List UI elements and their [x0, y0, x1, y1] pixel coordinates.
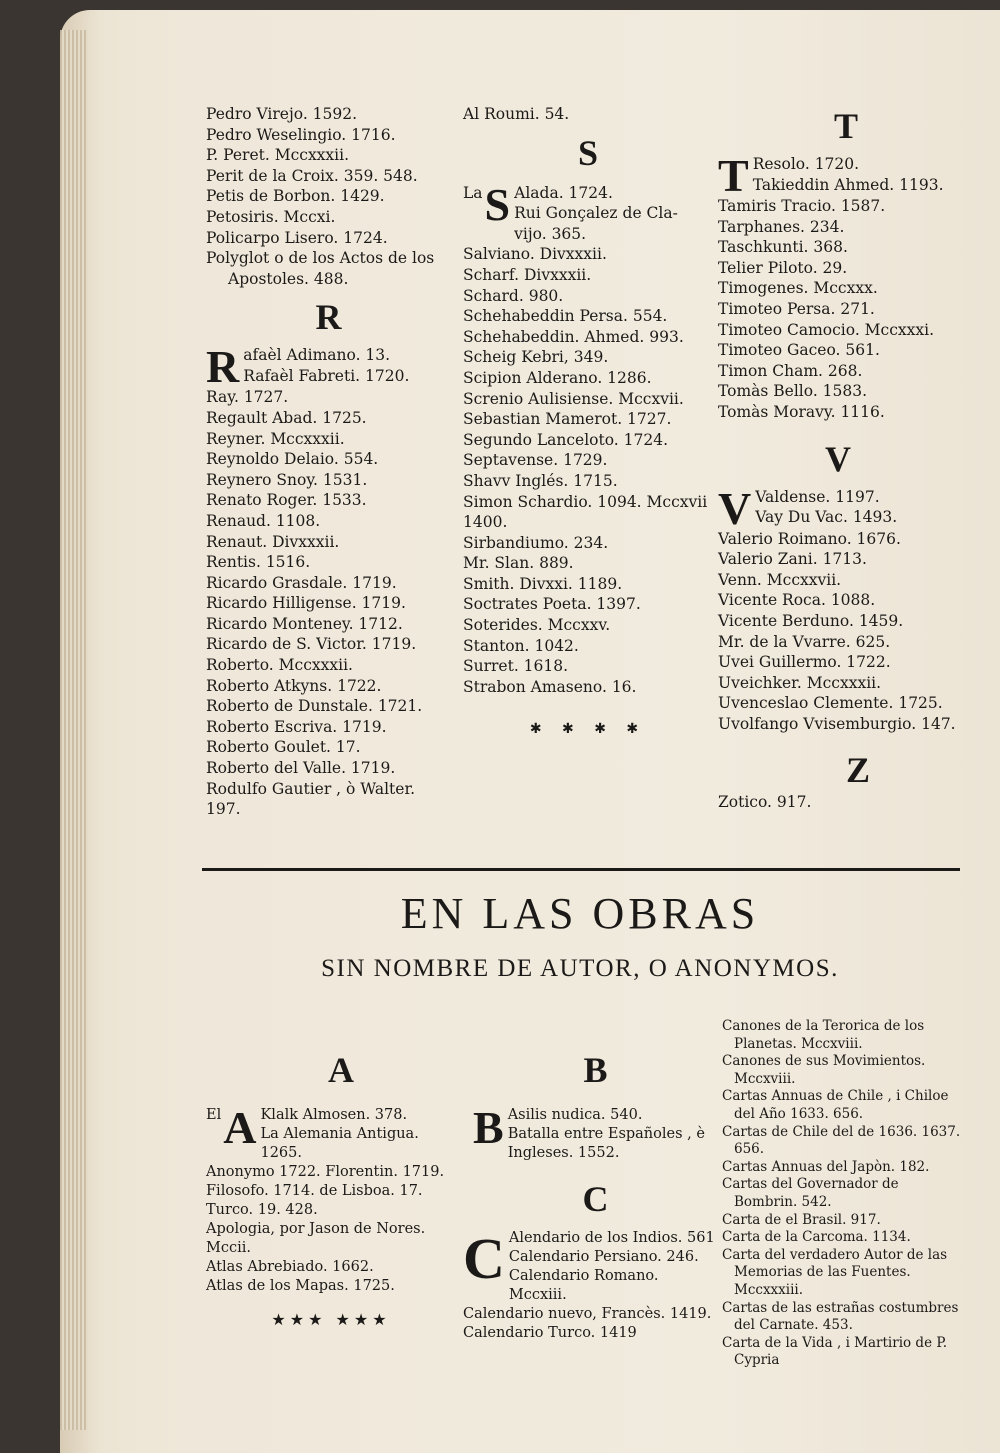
index-entry: Filosofo. 1714. de Lisboa. 17. — [206, 1183, 423, 1199]
index-entry: Segundo Lanceloto. 1724. — [463, 430, 669, 449]
index-entry: Ray. 1727. — [206, 388, 289, 407]
index-entry: La Alemania Antigua. — [260, 1126, 419, 1142]
index-entry: Carta de la Vida , i Martirio de P. Cypria — [722, 1334, 947, 1369]
index-entry: P. Peret. Mccxxxii. — [206, 146, 350, 165]
index-entry: Reynero Snoy. 1531. — [206, 470, 368, 489]
drop-block-v — [718, 487, 958, 529]
index-entry: Carta del verdadero Autor de las Memorias de las Fuentes. Mccxxxiii. — [722, 1246, 948, 1298]
drop-block-s — [463, 183, 713, 245]
letter-heading-c: C — [582, 1179, 609, 1219]
index-entry: Calendario Romano. — [508, 1268, 659, 1284]
ornament-stars: ★★★ ★★★ — [271, 1310, 391, 1329]
letter-heading-t: T — [833, 106, 858, 146]
index-entry: Valdense. 1197. — [755, 487, 880, 506]
index-entry: Calendario nuevo, Francès. 1419. — [463, 1306, 712, 1322]
index-entry: Perit de la Croix. 359. 548. — [206, 166, 418, 185]
index-entry: Taschkunti. 368. — [718, 238, 848, 257]
index-entry: Uveichker. Mccxxxii. — [718, 673, 882, 692]
index-entry: Pedro Weselingio. 1716. — [206, 125, 396, 144]
index-entry: Stanton. 1042. — [463, 636, 579, 655]
index-entry: Roberto de Dunstale. 1721. — [206, 697, 423, 716]
drop-prefix: La — [463, 183, 483, 202]
index-entry: Petosiris. Mccxi. — [206, 207, 336, 226]
drop-block-b — [463, 1106, 718, 1163]
index-entry: Atlas Abrebiado. 1662. — [206, 1259, 374, 1275]
index-entry: Vicente Berduno. 1459. — [718, 611, 904, 630]
index-entry: Soterides. Mccxxv. — [463, 616, 611, 635]
index-entry: Uvolfango Vvisemburgio. 147. — [718, 714, 956, 733]
index-entry: Surret. 1618. — [463, 657, 569, 676]
index-entry: 1400. — [463, 513, 508, 532]
index-entry: Petis de Borbon. 1429. — [206, 187, 385, 206]
drop-block-c — [463, 1229, 718, 1305]
index-entry: Sirbandiumo. 234. — [463, 533, 609, 552]
index-entry: Mr. de la Vvarre. 625. — [718, 632, 891, 651]
section-title: EN LAS OBRAS — [400, 889, 760, 938]
index-entry: Alada. 1724. — [514, 183, 613, 202]
index-entry: Regault Abad. 1725. — [206, 408, 367, 427]
index-entry: Venn. Mccxxvii. — [718, 570, 842, 589]
index-entry: Pedro Virejo. 1592. — [206, 105, 358, 123]
index-list-t — [718, 196, 958, 423]
index-entry: Timoteo Camocio. Mccxxxi. — [718, 320, 935, 339]
index-entry: Polyglot o de los Actos de los — [206, 249, 435, 268]
drop-cap-t: T — [718, 154, 749, 196]
index-entry: Policarpo Lisero. 1724. — [206, 228, 388, 247]
index-entry: Timogenes. Mccxxx. — [718, 279, 878, 298]
index-entry: Cartas del Governador de Bombrin. 542. — [722, 1176, 899, 1210]
index-entry: Timon Cham. 268. — [718, 361, 863, 380]
section-rule — [202, 868, 960, 871]
column-1 — [206, 104, 451, 820]
ornament-asterisks: ✱ ✱ ✱ ✱ — [529, 721, 647, 738]
index-entry: Roberto Goulet. 17. — [206, 738, 361, 757]
index-entry: Uvenceslao Clemente. 1725. — [718, 694, 943, 713]
drop-cap-r: R — [206, 345, 240, 388]
index-entry: Sebastian Mamerot. 1727. — [463, 410, 672, 429]
index-entry: Zotico. 917. — [718, 793, 812, 812]
index-entry: 197. — [206, 800, 241, 819]
index-entry: Apostoles. 488. — [228, 269, 349, 288]
letter-heading-s: S — [577, 132, 599, 173]
index-entry: vijo. 365. — [514, 224, 587, 243]
drop-cap-c: C — [463, 1229, 505, 1291]
index-entry: Reynoldo Delaio. 554. — [206, 450, 379, 469]
index-entry: Strabon Amaseno. 16. — [463, 677, 637, 696]
index-entry: Tarphanes. 234. — [718, 217, 845, 236]
letter-heading-r: R — [315, 297, 342, 338]
index-entry: Renaut. Divxxxii. — [206, 532, 340, 551]
index-entry: Roberto. Mccxxxii. — [206, 656, 353, 675]
index-entry: Turco. 19. 428. — [206, 1202, 318, 1218]
index-entry: Cartas Annuas de Chile , i Chiloe del Año 1633. 656. — [722, 1088, 949, 1122]
index-entry: Asilis nudica. 540. — [507, 1107, 643, 1123]
column-2 — [463, 104, 713, 740]
index-entry: Atlas de los Mapas. 1725. — [206, 1278, 395, 1294]
index-entry: Vicente Roca. 1088. — [718, 591, 876, 610]
index-entry: Schard. 980. — [463, 286, 564, 305]
index-entry: Valerio Zani. 1713. — [718, 550, 867, 569]
index-entry: Takieddin Ahmed. 1193. — [752, 175, 944, 194]
index-entry: Shavv Inglés. 1715. — [463, 471, 618, 490]
index-entry: Rui Gonçalez de Cla- — [514, 204, 678, 223]
index-entry: Timoteo Gaceo. 561. — [718, 341, 880, 360]
index-entry: Valerio Roimano. 1676. — [718, 529, 901, 548]
index-list-a — [206, 1163, 456, 1296]
index-entry: Schehabeddin. Ahmed. 993. — [463, 327, 684, 346]
index-entry: Tamiris Tracio. 1587. — [718, 197, 886, 215]
index-entry: Carta de la Carcoma. 1134. — [722, 1229, 911, 1246]
index-entry: Batalla entre Españoles , è — [507, 1126, 705, 1142]
letter-heading-b: B — [583, 1050, 608, 1090]
index-entry: Cartas de Chile del de 1636. 1637. 656. — [722, 1123, 961, 1158]
index-entry: afaèl Adimano. 13. — [243, 346, 391, 365]
index-entry: Reyner. Mccxxxii. — [206, 429, 345, 448]
index-entry: Scheig Kebri, 349. — [463, 348, 609, 367]
index-entry: Carta de el Brasil. 917. — [722, 1211, 881, 1228]
index-entry: 1265. — [260, 1145, 302, 1161]
letter-heading-z: Z — [845, 750, 870, 791]
index-entry: Smith. Divxxi. 1189. — [463, 574, 623, 593]
index-entry: Mccii. — [206, 1240, 251, 1256]
index-entry: Uvei Guillermo. 1722. — [718, 653, 891, 672]
index-list-v — [718, 529, 958, 735]
index-entry: Scharf. Divxxxii. — [463, 265, 592, 284]
index-entry: Simon Schardio. 1094. Mccxvii — [463, 492, 708, 511]
index-entry: Roberto del Valle. 1719. — [206, 759, 396, 778]
index-entry: Tomàs Bello. 1583. — [718, 382, 868, 401]
index-list-s — [463, 244, 713, 697]
letter-heading-v: V — [825, 438, 851, 479]
drop-cap-a: A — [223, 1106, 257, 1153]
index-entry: Ricardo de S. Victor. 1719. — [206, 635, 417, 654]
index-entry: Vay Du Vac. 1493. — [755, 508, 898, 527]
bottom-column-2 — [463, 1048, 718, 1343]
index-entry: Rodulfo Gautier , ò Walter. — [206, 779, 416, 798]
index-entry: Scipion Alderano. 1286. — [463, 368, 652, 387]
drop-cap-v: V — [718, 486, 752, 529]
index-entry: Canones de sus Movimientos. Mccxviii. — [722, 1053, 926, 1087]
index-entry: Cartas Annuas del Japòn. 182. — [722, 1158, 930, 1175]
index-entry: Alendario de los Indios. 561 — [508, 1230, 715, 1246]
index-entry: Apologia, por Jason de Nores. — [206, 1221, 426, 1237]
index-entry: Rafaèl Fabreti. 1720. — [243, 366, 410, 385]
index-list-p — [206, 104, 451, 289]
index-entry: Klalk Almosen. 378. — [260, 1107, 408, 1123]
index-entry: Renaud. 1108. — [206, 511, 321, 530]
index-entry: Tomàs Moravy. 1116. — [718, 402, 885, 421]
drop-block-a — [206, 1106, 456, 1163]
index-entry: Calendario Turco. 1419 — [463, 1325, 637, 1341]
drop-cap-s: S — [484, 182, 511, 230]
index-entry: Resolo. 1720. — [752, 155, 860, 173]
bottom-column-3 — [722, 1018, 962, 1370]
index-entry: Cartas de las estrañas costumbres del Carnate. 453. — [722, 1299, 959, 1334]
index-entry: Ingleses. 1552. — [507, 1145, 620, 1161]
drop-cap-b: B — [473, 1106, 504, 1153]
index-list-z — [718, 792, 958, 813]
section-subtitle: SIN NOMBRE DE AUTOR, O ANONYMOS. — [321, 955, 839, 982]
index-entry: Screnio Aulisiense. Mccxvii. — [463, 389, 684, 408]
index-entry: Canones de la Terorica de los Planetas. Mccxviii. — [722, 1018, 925, 1052]
index-entry: Renato Roger. 1533. — [206, 491, 367, 510]
index-list-c — [463, 1305, 718, 1343]
letter-heading-a: A — [328, 1050, 354, 1090]
index-entry: Salviano. Divxxxii. — [463, 245, 607, 264]
index-entry: Timoteo Persa. 271. — [718, 299, 875, 318]
index-entry: Al Roumi. 54. — [463, 105, 570, 123]
index-entry: Ricardo Grasdale. 1719. — [206, 573, 397, 592]
drop-prefix: El — [206, 1107, 222, 1123]
index-list-cartas — [722, 1018, 962, 1370]
index-entry: Roberto Escriva. 1719. — [206, 717, 387, 736]
bottom-column-1 — [206, 1048, 456, 1329]
column-3 — [718, 104, 958, 813]
index-entry: Soctrates Poeta. 1397. — [463, 595, 641, 614]
index-list-r — [206, 387, 451, 819]
index-entry: Ricardo Monteney. 1712. — [206, 614, 403, 633]
index-entry: Anonymo 1722. Florentin. 1719. — [206, 1164, 445, 1180]
index-entry: Roberto Atkyns. 1722. — [206, 676, 382, 695]
index-entry: Rentis. 1516. — [206, 553, 311, 572]
index-entry: Calendario Persiano. 246. — [508, 1249, 699, 1265]
index-entry: Ricardo Hilligense. 1719. — [206, 594, 406, 613]
drop-block-r — [206, 345, 451, 387]
index-entry: Telier Piloto. 29. — [718, 258, 848, 277]
index-entry: Septavense. 1729. — [463, 451, 608, 470]
index-entry: Mr. Slan. 889. — [463, 554, 574, 573]
drop-block-t — [718, 154, 958, 196]
page-edge — [60, 30, 88, 1430]
index-entry: Mccxiii. — [508, 1287, 567, 1303]
index-entry: Schehabeddin Persa. 554. — [463, 307, 668, 326]
